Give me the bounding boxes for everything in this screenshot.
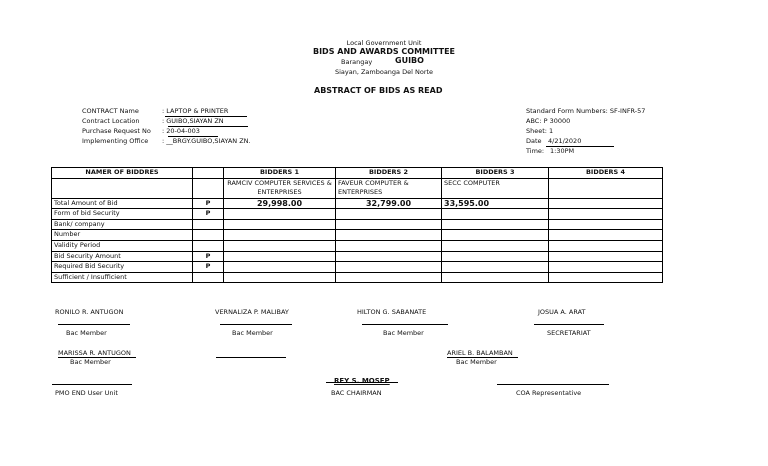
row-label: Required Bid Security: [52, 262, 193, 273]
sheet-number: Sheet: 1: [526, 127, 554, 135]
table-cell: [549, 240, 663, 251]
row-mark: [193, 240, 224, 251]
row-label: Form of bid Security: [52, 209, 193, 220]
header-bidder-1: BIDDERS 1: [224, 168, 336, 179]
table-cell: [336, 219, 442, 230]
table-cell: [549, 209, 663, 220]
header-bidder-3: BIDDERS 3: [442, 168, 549, 179]
date-label: Date: [526, 137, 542, 145]
table-cell: [336, 209, 442, 220]
bidder-1-name: RAMCIV COMPUTER SERVICES & ENTERPRISES: [224, 178, 336, 198]
table-row: [52, 219, 663, 230]
signatory-vernaliza-name: VERNALIZA P. MALIBAY: [215, 308, 289, 316]
purchase-request-label: Purchase Request No: [82, 127, 151, 135]
signatory-coa-role: COA Representative: [516, 389, 582, 397]
row-mark: P: [193, 209, 224, 220]
signatory-ariel-role: Bac Member: [456, 358, 497, 366]
table-cell: [336, 240, 442, 251]
row-mark: P: [193, 198, 224, 209]
table-cell: [224, 262, 336, 273]
signatory-hilton-role: Bac Member: [383, 329, 424, 337]
table-row: [52, 198, 663, 209]
table-cell: [336, 230, 442, 241]
table-cell: [224, 251, 336, 262]
lgu-label: Local Government Unit: [346, 39, 422, 47]
time-value: 1:30PM: [550, 147, 575, 155]
table-row: [52, 230, 663, 241]
contract-location-value: : GUIBO,SIAYAN ZN: [162, 117, 224, 125]
table-cell: [224, 230, 336, 241]
signatory-rey-role: BAC CHAIRMAN: [331, 389, 382, 397]
row-mark: P: [193, 262, 224, 273]
table-cell: [224, 209, 336, 220]
bid-amount-1: 29,998.00: [224, 198, 336, 209]
table-cell: [549, 251, 663, 262]
purchase-request-value: : 20-04-003: [162, 127, 200, 135]
signatory-pmo-role: PMO END User Unit: [55, 389, 118, 397]
bidder-3-name: SECC COMPUTER: [442, 178, 549, 198]
table-cell: [336, 272, 442, 283]
abc-value: ABC: P 30000: [526, 117, 571, 125]
committee-title: BIDS AND AWARDS COMMITTEE: [312, 47, 455, 56]
bidder-4-name: [549, 178, 663, 198]
implementing-office-value: : __BRGY.GUIBO,SIAYAN ZN.: [162, 137, 251, 145]
signatory-ronilo-role: Bac Member: [66, 329, 107, 337]
bid-amount-3: 33,595.00: [442, 198, 549, 209]
time-label: Time:: [526, 147, 545, 155]
header-bidder-4: BIDDERS 4: [549, 168, 663, 179]
row-label: Number: [52, 230, 193, 241]
date-value: 4/21/2020: [548, 137, 582, 145]
header-bidder-names: NAMER OF BIDDRES: [52, 168, 193, 179]
signatory-vernaliza-role: Bac Member: [232, 329, 273, 337]
bids-table: [51, 167, 663, 283]
address-label: Siayan, Zamboanga Del Norte: [334, 68, 434, 76]
row-label: Bank/ company: [52, 219, 193, 230]
signatory-marissa-role: Bac Member: [70, 358, 111, 366]
signatory-josua-role: SECRETARIAT: [547, 329, 591, 337]
table-cell: [336, 251, 442, 262]
contract-name-label: CONTRACT Name: [82, 107, 139, 115]
table-row: [52, 209, 663, 220]
row-mark: [193, 219, 224, 230]
table-header-row: [52, 168, 663, 179]
names-label-cell: [52, 178, 193, 198]
table-row: [52, 251, 663, 262]
table-cell: [549, 272, 663, 283]
row-mark: [193, 272, 224, 283]
row-mark: [193, 230, 224, 241]
contract-name-value: : LAPTOP & PRINTER: [162, 107, 229, 115]
table-cell: [549, 262, 663, 273]
table-cell: [442, 230, 549, 241]
table-cell: [549, 219, 663, 230]
header-mark: [193, 168, 224, 179]
row-label: Sufficient / Insufficient: [52, 272, 193, 283]
bidder-2-name: FAVEUR COMPUTER & ENTERPRISES: [336, 178, 442, 198]
row-mark: P: [193, 251, 224, 262]
bid-amount-4: [549, 198, 663, 209]
signatory-rey-name: REY S. MOSEP: [334, 377, 390, 385]
table-cell: [549, 230, 663, 241]
bid-amount-2: 32,799.00: [336, 198, 442, 209]
table-cell: [442, 240, 549, 251]
barangay-label: Barangay: [341, 58, 373, 66]
table-row: [52, 272, 663, 283]
row-label: Validity Period: [52, 240, 193, 251]
row-label: Bid Security Amount: [52, 251, 193, 262]
table-cell: [442, 209, 549, 220]
header-bidder-2: BIDDERS 2: [336, 168, 442, 179]
barangay-name: GUIBO: [395, 56, 424, 65]
document-title: ABSTRACT OF BIDS AS READ: [314, 86, 443, 95]
standard-form-number: Standard Form Numbers: SF-INFR-57: [526, 107, 646, 115]
table-cell: [442, 219, 549, 230]
signatory-ronilo-name: RONILO R. ANTUGON: [55, 308, 124, 316]
bidder-names-row: [52, 178, 663, 198]
table-cell: [224, 272, 336, 283]
signatory-ariel-name: ARIEL B. BALAMBAN: [447, 349, 513, 357]
table-cell: [224, 219, 336, 230]
table-cell: [336, 262, 442, 273]
table-row: [52, 240, 663, 251]
contract-location-label: Contract Location: [82, 117, 140, 125]
table-cell: [224, 240, 336, 251]
table-row: [52, 262, 663, 273]
signatory-marissa-name: MARISSA R. ANTUGON: [58, 349, 131, 357]
table-cell: [442, 251, 549, 262]
table-cell: [442, 262, 549, 273]
row-label: Total Amount of Bid: [52, 198, 193, 209]
implementing-office-label: Implementing Office: [82, 137, 149, 145]
table-cell: [442, 272, 549, 283]
signatory-hilton-name: HILTON G. SABANATE: [357, 308, 427, 316]
signatory-josua-name: JOSUA A. ARAT: [538, 308, 586, 316]
names-mark-cell: [193, 178, 224, 198]
